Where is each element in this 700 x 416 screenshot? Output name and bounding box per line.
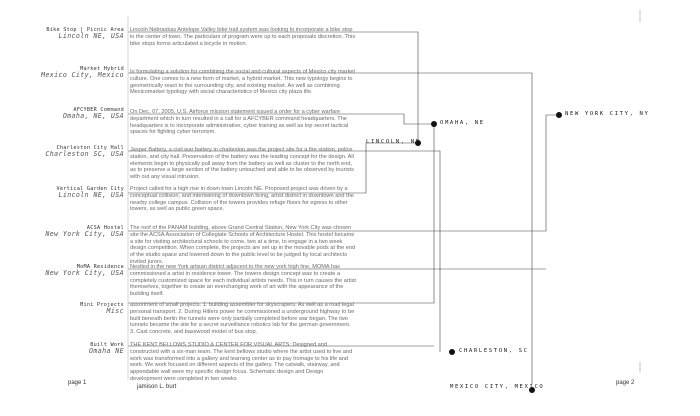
project-location-vertical-garden: Lincoln NE, USA: [58, 191, 124, 199]
project-location-mini-projects: Misc: [106, 307, 124, 315]
project-title-moma: MoMA Residence: [76, 264, 124, 270]
project-description-vertical-garden: Project called for a high rise in down town Lincoln NE. Proposed project was driven by a conceptual collision, and intertwining of downtown living, artist district in downtown and the nearby college campus. Collision of the towers provides refuge floors for egress to other towers, as well as public green space.: [130, 186, 354, 213]
project-description-charleston: Jasper Battery, a civil war battery in charleston was the project site for a fire station, police station, and city hall. Preservation of the battery was the leading concept for the design. All elements begin to physically pull away from the battery as well as cluster to the north end, as to preserve a large section of the battery untouched and able to be observed by tourists with out any visual intrusion.: [130, 147, 354, 180]
project-title-acsa-hostel: ACSA Hostel: [86, 225, 124, 231]
page-number-right: page 2: [616, 380, 635, 386]
project-description-mini-projects: assortment of small projects. 1. building assembler for skyscrapers. As well as a road legal personal transport. 2. During Hitlers power he commissioned a underground highway to be built beneath berlin the tunnels were only partially completed before war began. The two tunnels became the site for a secret surveillance robotics lab for the german government. 3. Cast concrete, and basswood model of bus stop.: [130, 302, 355, 335]
project-description-built-work: THE KENT BELLOWS STUDIO & CENTER FOR VISUAL ARTS: Designed and constructed with a six-man team. The kent bellows studio where the artist used to live and work was transformed into a gallery and learning center as to pay homage to his life and work. We work focused on different aspects of the gallery. The catwalk, stairway, and appendable wall were my specific design focus. Schematic design and Design development were completed in two weeks: [130, 342, 353, 382]
project-location-acsa-hostel: New York City, USA: [45, 230, 124, 238]
project-location-bike-stop: Lincoln NE, USA: [58, 32, 124, 40]
node-omaha: [431, 121, 437, 127]
node-new-york: [556, 112, 562, 118]
project-description-bike-stop: Lincoln Nebraskas Antelope Valley bike trail system was looking to incorporate a bike stop in the center of town. The particulars of program were up to each proposals discretion. This bike stops forms articulated a bicycle in motion.: [130, 27, 356, 47]
project-location-market-hybrid: Mexico City, Mexico: [40, 71, 124, 79]
project-description-moma: Nestled in the new York artisan district adjacent to the new york high line, MOMA has commissioned a artist in residence tower. The towers design concept was to create a completely customized space for each individual artists needs. This in turn causes the artist themselves, together to create an everchanging work of art with the appearance of the building itself.: [130, 264, 356, 297]
project-description-market-hybrid: In formulating a solution for combining the social and cultural aspects of Mexico city market culture. One comes to a new form of market, a hybrid market. This new typology begins to geometrically react to the surrounding city, and existing market. As well as combining Mexicomarket typology with social characteristics of Mexico city plaza life.: [130, 69, 356, 96]
city-label-omaha: OMAHA, NE: [440, 120, 485, 126]
project-description-afcyber: On Dec. 07, 2005, U.S. Airforce mission statement issued a order for a cyber warfare department which in turn resulted in a call for a AFCYBER command headquarters. The headquarters is to incorporate administrative, cyber training as well as top secret tactical spaces for fighting cyber terrorism.: [130, 109, 349, 136]
project-title-charleston: Charleston City Hall: [56, 145, 124, 151]
node-charleston: [449, 349, 455, 355]
project-title-vertical-garden: Vertical Garden City: [56, 186, 124, 192]
city-label-charleston: CHARLESTON, SC: [459, 348, 529, 354]
project-title-mini-projects: Mini Projects: [80, 302, 124, 308]
project-location-moma: New York City, USA: [45, 269, 124, 277]
project-location-afcyber: Omaha, NE, USA: [62, 112, 124, 120]
page-number-left: page 1: [68, 380, 87, 386]
author-name: jamison L. burt: [137, 384, 177, 390]
city-label-new-york: NEW YORK CITY, NY: [565, 111, 650, 117]
city-label-mexico: MEXICO CITY, MEXICO: [450, 384, 545, 390]
project-title-bike-stop: Bike Stop | Picnic Area: [46, 27, 124, 33]
project-title-built-work: Built Work: [90, 342, 124, 348]
city-label-lincoln: LINCOLN, NE: [366, 139, 421, 145]
project-location-built-work: Omaha NE: [89, 347, 124, 355]
project-location-charleston: Charleston SC, USA: [45, 150, 124, 158]
project-title-afcyber: AFCYBER Command: [73, 107, 124, 113]
project-description-acsa-hostel: The roof of the PANAM building, above Grand Central Station, New York City was chosen site the ACSA Association of Collegiate Schools of Architecture Hostel. This hostel became a site for visiting architectural schools to come, two at a time, to engage in a two week design competition. When complete, the projects are set up in the movable pods at the end of the studio space and lowered down to the public level to be judged by local architects invited jurors.: [130, 225, 356, 265]
project-title-market-hybrid: Market Hybrid: [80, 66, 124, 72]
